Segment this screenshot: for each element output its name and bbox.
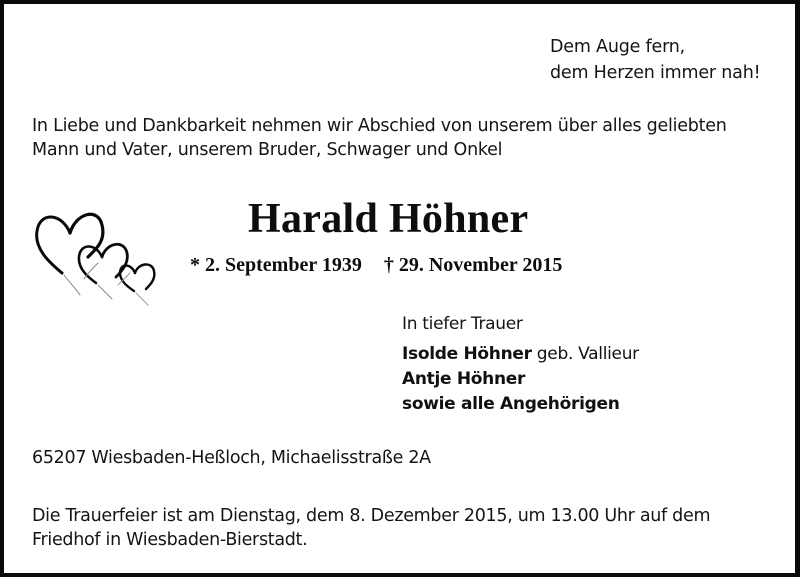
mourner-maiden-name: geb. Vallieur bbox=[531, 344, 639, 364]
intro-line-2: Mann und Vater, unserem Bruder, Schwager und Onkel bbox=[32, 140, 503, 160]
mourner-entry bbox=[402, 342, 639, 367]
family-address: 65207 Wiesbaden-Heßloch, Michaelisstraße 2A bbox=[32, 448, 431, 468]
life-dates bbox=[190, 252, 562, 278]
mourner-entry: sowie alle Angehörigen bbox=[402, 394, 620, 414]
mourner-name: Isolde Höhner bbox=[402, 344, 532, 364]
deceased-name: Harald Höhner bbox=[248, 196, 529, 242]
motto-line-1: Dem Auge fern, bbox=[550, 37, 686, 57]
funeral-ceremony-info bbox=[32, 504, 710, 552]
mourning-heading: In tiefer Trauer bbox=[402, 314, 523, 334]
motto-verse bbox=[550, 34, 760, 86]
motto-line-2: dem Herzen immer nah! bbox=[550, 63, 761, 83]
birth-date: * 2. September 1939 bbox=[190, 254, 362, 276]
death-date: † 29. November 2015 bbox=[383, 254, 563, 276]
intro-line-1: In Liebe und Dankbarkeit nehmen wir Abschied von unserem über alles geliebten bbox=[32, 116, 727, 136]
mourners-list bbox=[402, 342, 639, 417]
ceremony-line-2: Friedhof in Wiesbaden-Bierstadt. bbox=[32, 530, 308, 550]
ceremony-line-1: Die Trauerfeier ist am Dienstag, dem 8. Dezember 2015, um 13.00 Uhr auf dem bbox=[32, 506, 711, 526]
three-hearts-icon bbox=[32, 199, 172, 309]
intro-paragraph bbox=[32, 114, 727, 162]
mourner-entry: Antje Höhner bbox=[402, 369, 526, 389]
